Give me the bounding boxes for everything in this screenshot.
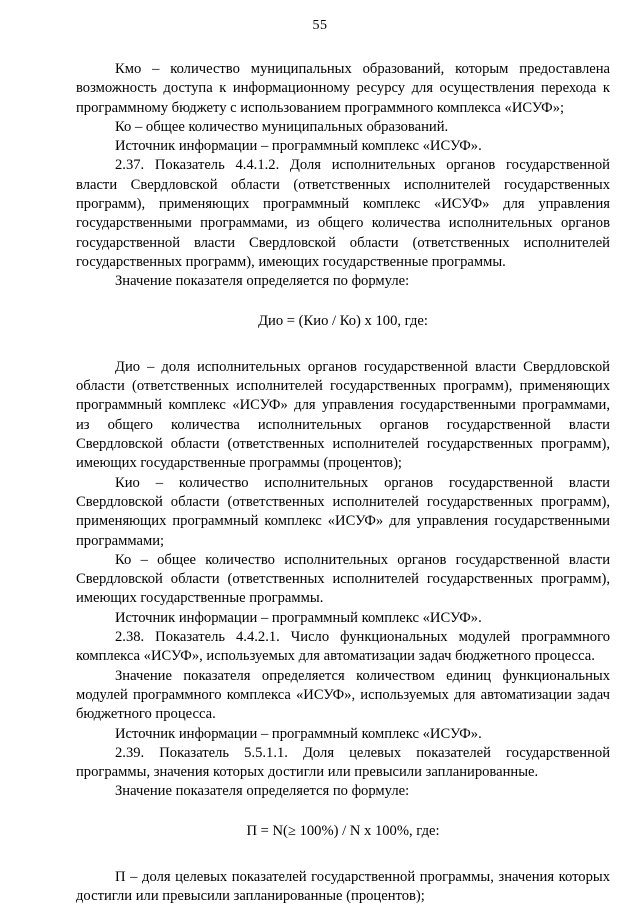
formula-p: П = N(≥ 100%) / N х 100%, где: <box>246 822 440 839</box>
paragraph-p-definition: П – доля целевых показателей государственной программы, значения которых достигли или превысили запланированные (процентов); <box>76 868 610 905</box>
paragraph-ko-definition: Ко – общее количество муниципальных образований. <box>115 118 449 135</box>
paragraph-indicator-2-38-value: Значение показателя определяется количеством единиц функциональных модулей программного комплекса «ИСУФ», используемых для автоматизации задач бюджетного процесса. <box>76 667 610 723</box>
paragraph-indicator-2-38: 2.38. Показатель 4.4.2.1. Число функциональных модулей программного комплекса «ИСУФ», используемых для автоматизации задач бюджетного процесса. <box>76 629 610 665</box>
paragraph-source-3: Источник информации – программный комплекс «ИСУФ». <box>115 725 482 742</box>
document-body <box>76 60 610 907</box>
paragraph-indicator-2-39: 2.39. Показатель 5.5.1.1. Доля целевых показателей государственной программы, значения которых достигли или превысили запланированные. <box>76 744 610 781</box>
formula-dio: Дио = (Кио / Ко) х 100, где: <box>258 312 428 329</box>
paragraph-source: Источник информации – программный комплекс «ИСУФ». <box>115 138 482 155</box>
paragraph-kio-definition: Кио – количество исполнительных органов государственной власти Свердловской области (ответственных исполнителей государственных программ), применяющих программный комплекс «ИСУФ» для управления государственными программами; <box>76 474 610 549</box>
paragraph-dio-definition: Дио – доля исполнительных органов государственной власти Свердловской области (ответственных исполнителей государственных программ), применяющих программный комплекс «ИСУФ» для управления государственными программами, из общего количества исполнительных органов государственной власти Свердловской области (ответственных исполнителей государственных программ), имеющих государственные программы (процентов); <box>76 358 610 472</box>
paragraph-formula-intro: Значение показателя определяется по формуле: <box>115 273 410 290</box>
paragraph-kmo-definition: Кмо – количество муниципальных образований, которым предоставлена возможность доступа к информационному ресурсу для осуществления перехода к программному бюджету с использованием программного комплекса «ИСУФ»; <box>76 61 610 116</box>
paragraph-formula-intro-2: Значение показателя определяется по формуле: <box>115 783 410 800</box>
page-number: 55 <box>312 18 328 33</box>
paragraph-source-2: Источник информации – программный комплекс «ИСУФ». <box>115 609 482 626</box>
paragraph-indicator-2-37: 2.37. Показатель 4.4.1.2. Доля исполнительных органов государственной власти Свердловской области (ответственных исполнителей государственных программ), применяющих программный комплекс «ИСУФ» для управления государственными программами, из общего количества исполнительных органов государственной власти Свердловской области (ответственных исполнителей государственных программ), имеющих государственные программы. <box>76 157 610 270</box>
paragraph-ko-definition-2: Ко – общее количество исполнительных органов государственной власти Свердловской области (ответственных исполнителей государственных программ), имеющих государственные программы. <box>76 551 610 607</box>
